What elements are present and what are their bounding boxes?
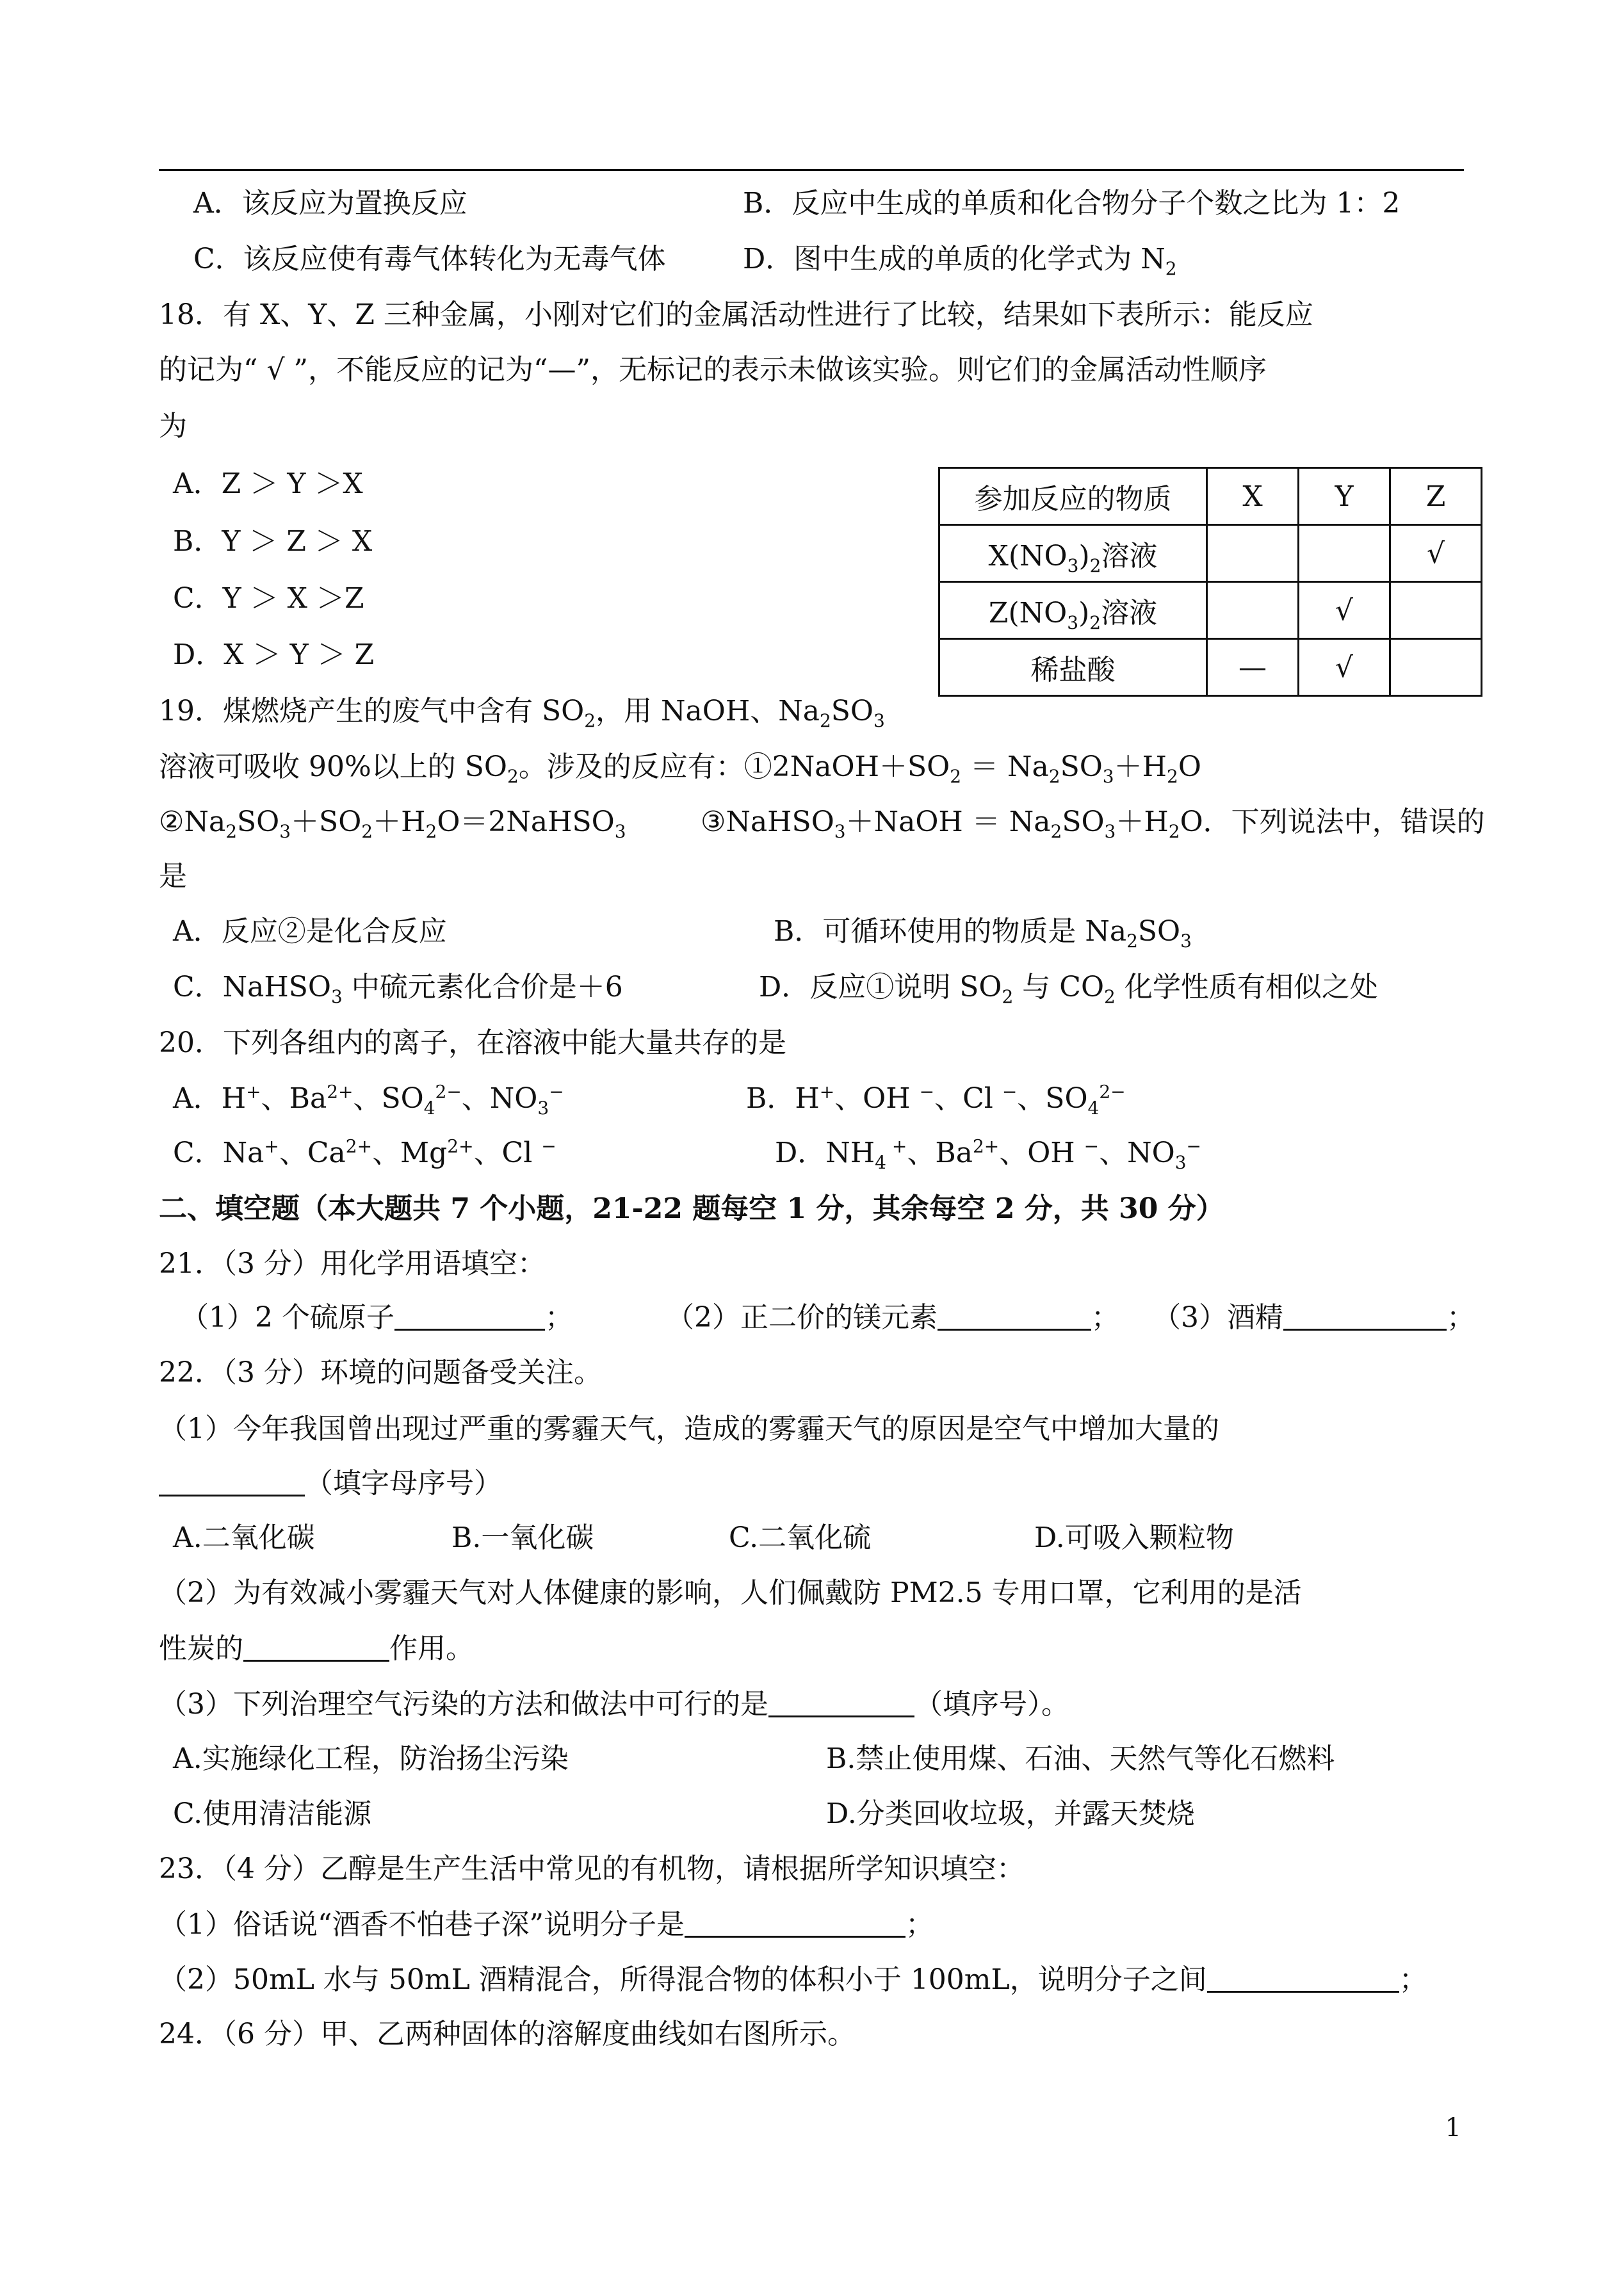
q21-stem: 21．（3 分）用化学用语填空： (159, 1247, 546, 1280)
table-cell (1207, 525, 1299, 582)
section-heading: 二、填空题（本大题共 7 个小题，21-22 题每空 1 分，其余每空 2 分，共 30 分） (159, 1192, 1224, 1225)
q18-option-b: B．Y ＞ Z ＞ X (173, 525, 373, 558)
q17-option-b: B．反应中生成的单质和化合物分子个数之比为 1：2 (743, 187, 1401, 220)
q18-option-a: A．Z ＞ Y ＞X (173, 467, 363, 500)
answer-blank[interactable] (159, 1469, 305, 1496)
q18-option-c: C．Y ＞ X ＞Z (173, 582, 364, 615)
q18-stem-line2: 的记为“ √ ”，不能反应的记为“—”，无标记的表示未做该实验。则它们的金属活动性顺序 (159, 353, 1267, 386)
q21-part3: （3）酒精 ； (1153, 1301, 1475, 1334)
q22-part2-cont: 性炭的 作用。 (159, 1632, 474, 1665)
q24-stem: 24．（6 分）甲、乙两种固体的溶解度曲线如右图所示。 (159, 2018, 856, 2050)
table-cell-label: 稀盐酸 (939, 639, 1207, 696)
q22-option-b: B.一氧化碳 (451, 1521, 594, 1554)
q22-opt2-b: B.禁止使用煤、石油、天然气等化石燃料 (826, 1742, 1335, 1775)
q18-option-d: D．X ＞ Y ＞ Z (173, 638, 375, 671)
q18-stem-line3: 为 (159, 410, 187, 442)
q23-stem: 23．（4 分）乙醇是生产生活中常见的有机物，请根据所学知识填空： (159, 1853, 1025, 1885)
table-header-cell: Z (1390, 468, 1482, 525)
q19-option-b: B．可循环使用的物质是 $Na_2SO_3$ (774, 915, 1192, 952)
table-cell: — (1207, 639, 1299, 696)
q19-stem-line1: 19．煤燃烧产生的废气中含有 $SO_2$，用 NaOH、$Na_2SO_3$ (159, 695, 885, 731)
table-header-cell: 参加反应的物质 (939, 468, 1207, 525)
table-row (939, 639, 1482, 696)
q19-stem-line2: 溶液可吸收 90%以上的 $SO_2$。涉及的反应有：$①2NaOH+SO_2 = Na_2SO_3+H_2O$ (159, 750, 1201, 787)
q21-part1: （1）2 个硫原子 ； (181, 1301, 573, 1334)
table-cell (1390, 639, 1482, 696)
table-header-cell: Y (1299, 468, 1390, 525)
answer-blank[interactable] (938, 1303, 1091, 1331)
q22-part1: （1）今年我国曾出现过严重的雾霾天气，造成的雾霾天气的原因是空气中增加大量的 (159, 1413, 1219, 1445)
q19-option-a: A．反应②是化合反应 (173, 915, 447, 948)
page-number: 1 (1445, 2113, 1461, 2143)
q17-option-c: C．该反应使有毒气体转化为无毒气体 (193, 243, 666, 275)
q19-reaction-3: ③NaHSO$_3$＋NaOH ＝ $Na_2SO_3+H_2O$．下列说法中，错误的 (701, 806, 1485, 842)
q20-option-d: D．$NH_4$ +、$Ba^{2+}$、OH −、$NO_3^-$ (775, 1135, 1201, 1173)
q22-opt2-a: A.实施绿化工程，防治扬尘污染 (173, 1742, 569, 1775)
q20-stem: 20．下列各组内的离子，在溶液中能大量共存的是 (159, 1026, 786, 1059)
q22-part1-answer: （填字母序号） (159, 1469, 502, 1498)
table-header-row (939, 468, 1482, 525)
q23-part1: （1）俗话说“酒香不怕巷子深”说明分子是 ； (159, 1908, 934, 1941)
q22-option-d: D.可吸入颗粒物 (1034, 1521, 1234, 1554)
reaction-table (938, 467, 1482, 697)
table-cell (1207, 582, 1299, 639)
q19-option-c: C．NaHSO$_3$ 中硫元素化合价是＋6 (173, 971, 623, 1007)
q17-option-d: D．图中生成的单质的化学式为 $N_2$ (743, 243, 1177, 279)
q20-option-a: A．H+、$Ba^{2+}$、$SO_4^{2-}$、$NO_3^-$ (173, 1081, 564, 1119)
q22-part2: （2）为有效减小雾霾天气对人体健康的影响，人们佩戴防 PM2.5 专用口罩，它利用的是活 (159, 1577, 1302, 1609)
table-cell: √ (1299, 582, 1390, 639)
q19-option-d: D．反应①说明 $SO_2$ 与 $CO_2$ 化学性质有相似之处 (759, 971, 1378, 1007)
q22-opt2-c: C.使用清洁能源 (173, 1797, 372, 1830)
q20-option-b: B．H+、OH −、Cl −、$SO_4^{2-}$ (746, 1081, 1126, 1119)
q22-option-c: C.二氧化硫 (729, 1521, 872, 1554)
q22-opt2-d: D.分类回收垃圾，并露天焚烧 (826, 1797, 1195, 1830)
table-cell: √ (1390, 525, 1482, 582)
q19-stem-line4: 是 (159, 860, 187, 893)
q19-reaction-2: $②Na_2SO_3+SO_2+H_2O=2NaHSO_3$ (159, 806, 626, 842)
table-cell (1390, 582, 1482, 639)
answer-blank[interactable] (768, 1690, 914, 1717)
table-cell-label: $X(NO_3)_2$溶液 (939, 525, 1207, 582)
answer-blank[interactable] (243, 1634, 389, 1662)
q22-option-a: A.二氧化碳 (173, 1521, 315, 1554)
answer-blank[interactable] (1207, 1965, 1399, 1993)
table-row (939, 525, 1482, 582)
q22-part3: （3）下列治理空气污染的方法和做法中可行的是 （填序号）。 (159, 1688, 1069, 1721)
table-cell: √ (1299, 639, 1390, 696)
q23-part2: （2）50mL 水与 50mL 酒精混合，所得混合物的体积小于 100mL，说明分子之间 ； (159, 1963, 1427, 1996)
answer-blank[interactable] (1283, 1303, 1447, 1331)
q22-stem: 22．（3 分）环境的问题备受关注。 (159, 1356, 602, 1389)
header-rule (159, 169, 1464, 171)
answer-blank[interactable] (394, 1303, 545, 1331)
q20-option-c: C．Na+、$Ca^{2+}$、$Mg^{2+}$、Cl − (173, 1135, 556, 1169)
q21-part2: （2）正二价的镁元素 ； (666, 1301, 1119, 1334)
table-row (939, 582, 1482, 639)
table-cell-label: $Z(NO_3)_2$溶液 (939, 582, 1207, 639)
q18-stem-line1: 18．有 X、Y、Z 三种金属，小刚对它们的金属活动性进行了比较，结果如下表所示：能反应 (159, 298, 1313, 331)
answer-blank[interactable] (685, 1910, 905, 1938)
table-header-cell: X (1207, 468, 1299, 525)
table-cell (1299, 525, 1390, 582)
q17-option-a: A．该反应为置换反应 (193, 187, 467, 220)
